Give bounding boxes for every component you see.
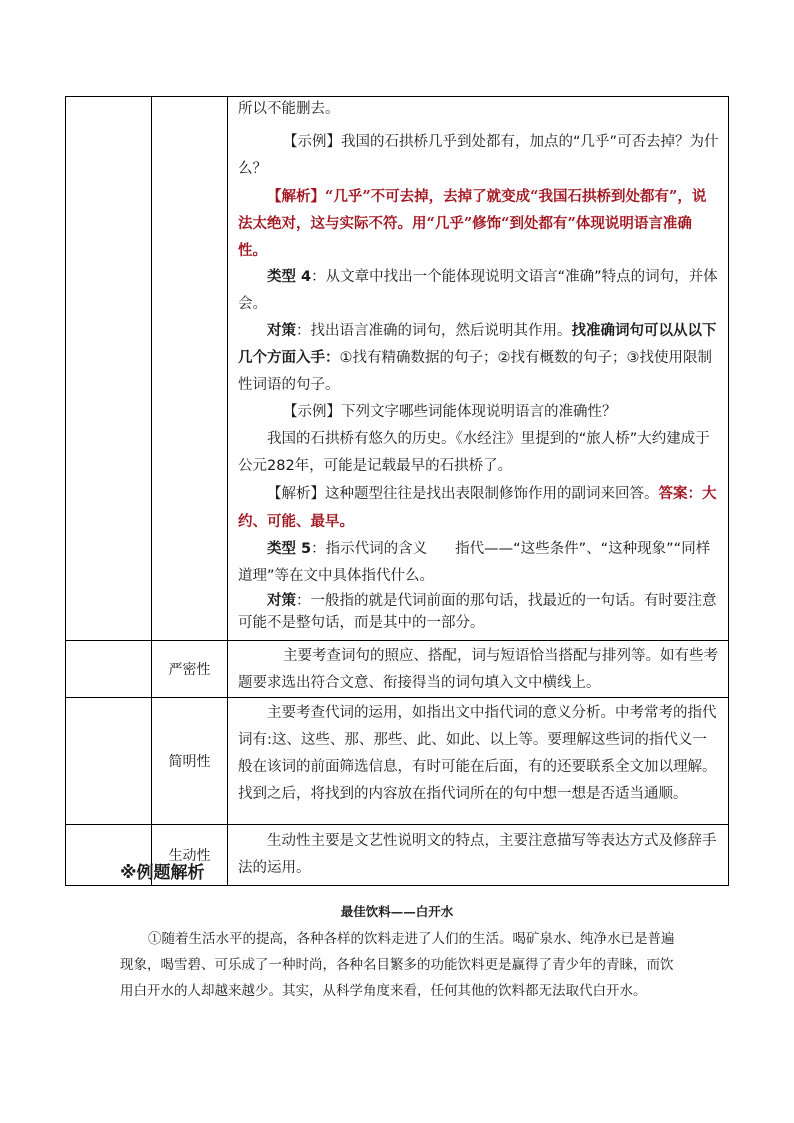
category-cell — [66, 698, 152, 825]
analysis-1: 【解析】“几乎”不可去掉，去掉了就变成“我国石拱桥到处都有”，说法太绝对，这与实际不符。用“几乎”修饰“到处都有”体现说明语言准确性。 — [238, 188, 707, 259]
feature-content-cell — [228, 97, 729, 641]
category-cell — [66, 641, 152, 698]
feature-label: 严密性 — [152, 641, 228, 698]
example-2: 【示例】下列文字哪些词能体现说明语言的准确性？ — [283, 404, 617, 420]
article-title: 最佳饮料——白开水 — [340, 904, 454, 919]
feature-label: 生动性 — [152, 825, 228, 886]
analysis-2: 【解析】这种题型往往是找出表限制修饰作用的副词来回答。答案：大约、可能、最早。 — [238, 485, 717, 530]
table-row — [66, 97, 729, 641]
type-4: 类型 4：从文章中找出一个能体现说明文语言“准确”特点的词句，并体会。 — [238, 269, 718, 312]
section-title: ※例题解析 — [120, 863, 205, 883]
type-5: 类型 5：指示代词的含义 指代——“这些条件”、“这种现象”“同样道理”等在文中具体指代什么。 — [238, 541, 711, 584]
strategy-4: 对策：找出语言准确的词句，然后说明其作用。找准确词句可以从以下几个方面入手：①找有精确数据的句子；②找有概数的句子；③找使用限制性词语的句子。 — [238, 323, 717, 393]
table-row — [66, 698, 729, 825]
continued-line: 所以不能删去。 — [238, 101, 340, 117]
language-features-table — [65, 96, 729, 886]
feature-description: 主要考查词句的照应、搭配，词与短语恰当搭配与排列等。如有些考题要求选出符合文意、衔接得当的词句填入文中横线上。 — [228, 641, 729, 698]
example-1: 【示例】我国的石拱桥几乎到处都有，加点的“几乎”可否去掉？为什么？ — [238, 134, 719, 177]
category-cell — [66, 97, 152, 641]
table-row — [66, 641, 729, 698]
article-paragraph: ①随着生活水平的提高，各种各样的饮料走进了人们的生活。喝矿泉水、纯净水已是普遍现象，喝雪碧、可乐成了一种时尚，各种名目繁多的功能饮料更是赢得了青少年的青睐，而饮用白开水的人却越来越少。其实，从科学角度来看，任何其他的饮料都无法取代白开水。 — [120, 931, 675, 999]
example-2-quote: 我国的石拱桥有悠久的历史。《水经注》里提到的“旅人桥”大约建成于公元282年，可能是记载最早的石拱桥了。 — [238, 431, 710, 474]
feature-description: 主要考查代词的运用，如指出文中指代词的意义分析。中考常考的指代词有:这、这些、那、那些、此、如此、以上等。要理解这些词的指代义一般在该词的前面筛选信息，有时可能在后面，有的还要联系全文加以理解。找到之后，将找到的内容放在指代词所在的句中想一想是否适当通顺。 — [228, 698, 729, 825]
feature-description: 生动性主要是文艺性说明文的特点，主要注意描写等表达方式及修辞手法的运用。 — [228, 825, 729, 886]
strategy-5: 对策：一般指的就是代词前面的那句话，找最近的一句话。有时要注意可能不是整句话，而是其中的一部分。 — [238, 593, 717, 631]
feature-label-cell — [152, 97, 228, 641]
feature-label: 简明性 — [152, 698, 228, 825]
